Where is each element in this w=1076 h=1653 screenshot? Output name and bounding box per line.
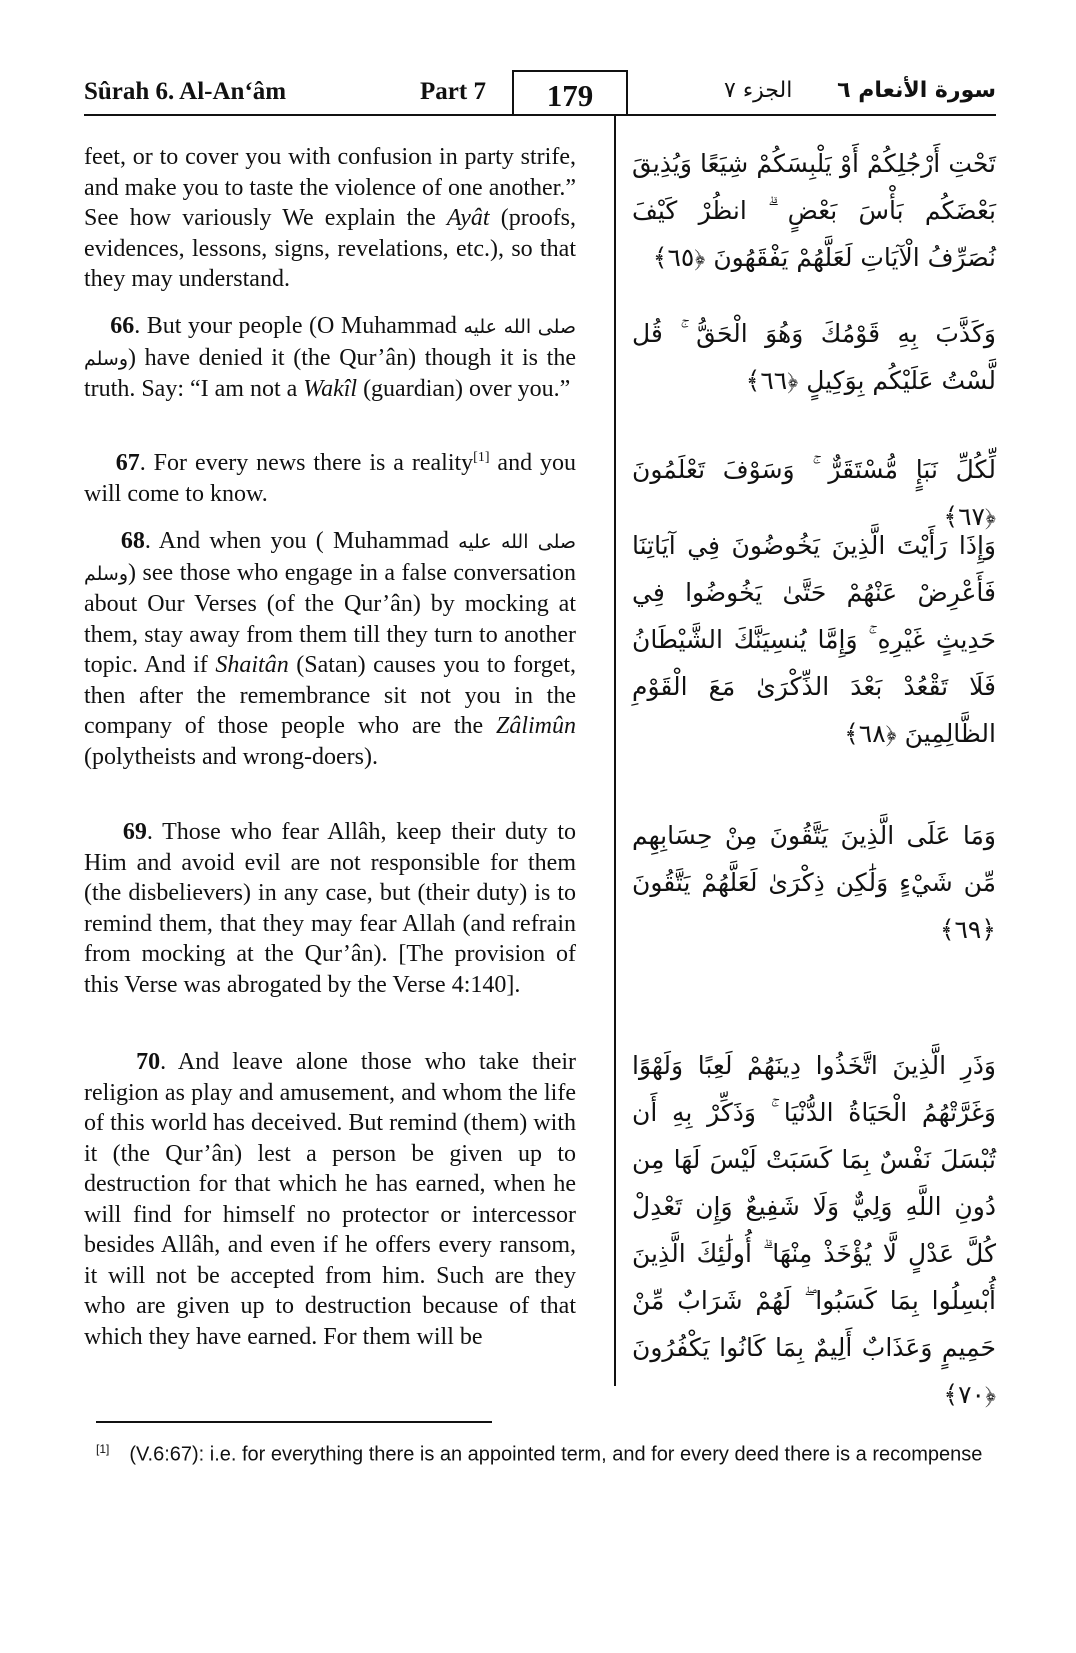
arabic-verse-67: لِّكُلِّ نَبَإٍ مُّسْتَقَرٌّ ۚ وَسَوْفَ تَعْلَمُونَ ﴿٦٧﴾ xyxy=(632,455,996,531)
surah-title-arabic: سورة الأنعام ٦ xyxy=(837,78,996,103)
salutation-arabic: صلى الله عليه وسلم xyxy=(84,316,577,370)
arabic-verse-66: وَكَذَّبَ بِهِ قَوْمُكَ وَهُوَ الْحَقُّ ۚ قُل لَّسْتُ عَلَيْكُم بِوَكِيلٍ ﴿٦٦﴾ xyxy=(632,319,996,395)
footnote-reference[interactable]: [1] xyxy=(473,450,490,465)
page-header xyxy=(84,70,996,114)
arabic-verse-69: وَمَا عَلَى الَّذِينَ يَتَّقُونَ مِنْ حِسَابِهِم مِّن شَيْءٍ وَلَٰكِن ذِكْرَىٰ لَعَلَّهُمْ يَتَّقُونَ ﴿٦٩﴾ xyxy=(632,821,996,944)
part-label-arabic: الجزء ٧ xyxy=(724,78,793,103)
english-verse-70: 70. And leave alone those who take their religion as play and amusement, and whom the life of this world has deceived. But remind (them) with it (the Qur’ân) lest a person be given up to destruction for that which he has earned, when he will find for himself no protector or intercessor besides Allâh, and even if he offers every ransom, it will not be accepted from him. Such are they who are given up to destruction because of that which they have earned. For them will be xyxy=(84,1049,577,1350)
column-divider xyxy=(614,116,616,1386)
arabic-verse-70: وَذَرِ الَّذِينَ اتَّخَذُوا دِينَهُمْ لَعِبًا وَلَهْوًا وَغَرَّتْهُمُ الْحَيَاةُ الدُّنْيَا ۚ وَذَكِّرْ بِهِ أَن تُبْسَلَ نَفْسٌ بِمَا كَسَبَتْ لَيْسَ لَهَا مِن دُونِ اللَّهِ وَلِيٌّ وَلَا شَفِيعٌ وَإِن تَعْدِلْ كُلَّ عَدْلٍ لَّا يُؤْخَذْ مِنْهَا ۗ أُولَٰئِكَ الَّذِينَ أُبْسِلُوا بِمَا كَسَبُوا ۖ لَهُمْ شَرَابٌ مِّنْ حَمِيمٍ وَعَذَابٌ أَلِيمٌ بِمَا كَانُوا يَكْفُرُونَ ﴿٧٠﴾ xyxy=(632,1051,996,1409)
surah-title-english: Sûrah 6. Al-An‘âm xyxy=(84,78,287,105)
arabic-verse-68: وَإِذَا رَأَيْتَ الَّذِينَ يَخُوضُونَ فِي آيَاتِنَا فَأَعْرِضْ عَنْهُمْ حَتَّىٰ يَخُوضُوا فِي حَدِيثٍ غَيْرِهِ ۚ وَإِمَّا يُنسِيَنَّكَ الشَّيْطَانُ فَلَا تَقْعُدْ بَعْدَ الذِّكْرَىٰ مَعَ الْقَوْمِ الظَّالِمِينَ ﴿٦٨﴾ xyxy=(632,531,996,748)
verse-number: 70 xyxy=(136,1049,161,1075)
salutation-arabic: صلى الله عليه وسلم xyxy=(84,531,577,585)
footnote xyxy=(96,1434,996,1470)
english-verse-66: 66. But your people (O Muhammad صلى الله عليه وسلم) have denied it (the Qur’ân) though it is the truth. Say: “I am not a Wakîl (guardian) over you.” xyxy=(84,313,577,402)
english-verse-69: 69. Those who fear Allâh, keep their duty to Him and avoid evil are not responsible for them (the disbelievers) in any case, but (their duty) is to remind them, that they may fear Allah (and refrain from mocking at the Qur’ân). [The provision of this Verse was abrogated by the Verse 4:140]. xyxy=(84,819,576,998)
english-verse-68: 68. And when you ( Muhammad صلى الله عليه وسلم) see those who engage in a false conversation about Our Verses (of the Qur’ân) by mocking at them, stay away from them till they turn to another topic. And if Shaitân (Satan) causes you to forget, then after the remembrance sit not you in the company of those people who are the Zâlimûn (polytheists and wrong-doers). xyxy=(84,528,577,770)
verse-number: 69 xyxy=(122,819,147,845)
footnote-rule xyxy=(96,1421,492,1423)
footnote-text: (V.6:67): i.e. for everything there is an appointed term, and for every deed there is a recompense xyxy=(129,1443,983,1466)
arabic-verse-65: تَحْتِ أَرْجُلِكُمْ أَوْ يَلْبِسَكُمْ شِيَعًا وَيُذِيقَ بَعْضَكُم بَأْسَ بَعْضٍ ۗ انظُرْ كَيْفَ نُصَرِّفُ الْآيَاتِ لَعَلَّهُمْ يَفْقَهُونَ ﴿٦٥﴾ xyxy=(632,149,996,272)
english-continuation-65: feet, or to cover you with confusion in party strife, and make you to taste the violence of one another.” See how variously We explain the Ayât (proofs, evidences, lessons, signs, revelations, etc.), so that they may understand. xyxy=(84,144,577,292)
english-verse-67: 67. For every news there is a reality[1] and you will come to know. xyxy=(84,450,577,507)
footnote-marker: [1] xyxy=(96,1442,110,1456)
verse-number: 68 xyxy=(120,528,145,554)
header-rule xyxy=(84,114,996,116)
verse-number: 67 xyxy=(115,450,140,476)
part-label-english: Part 7 xyxy=(420,78,486,105)
verse-number: 66 xyxy=(110,313,135,339)
page-number: 179 xyxy=(512,70,628,116)
